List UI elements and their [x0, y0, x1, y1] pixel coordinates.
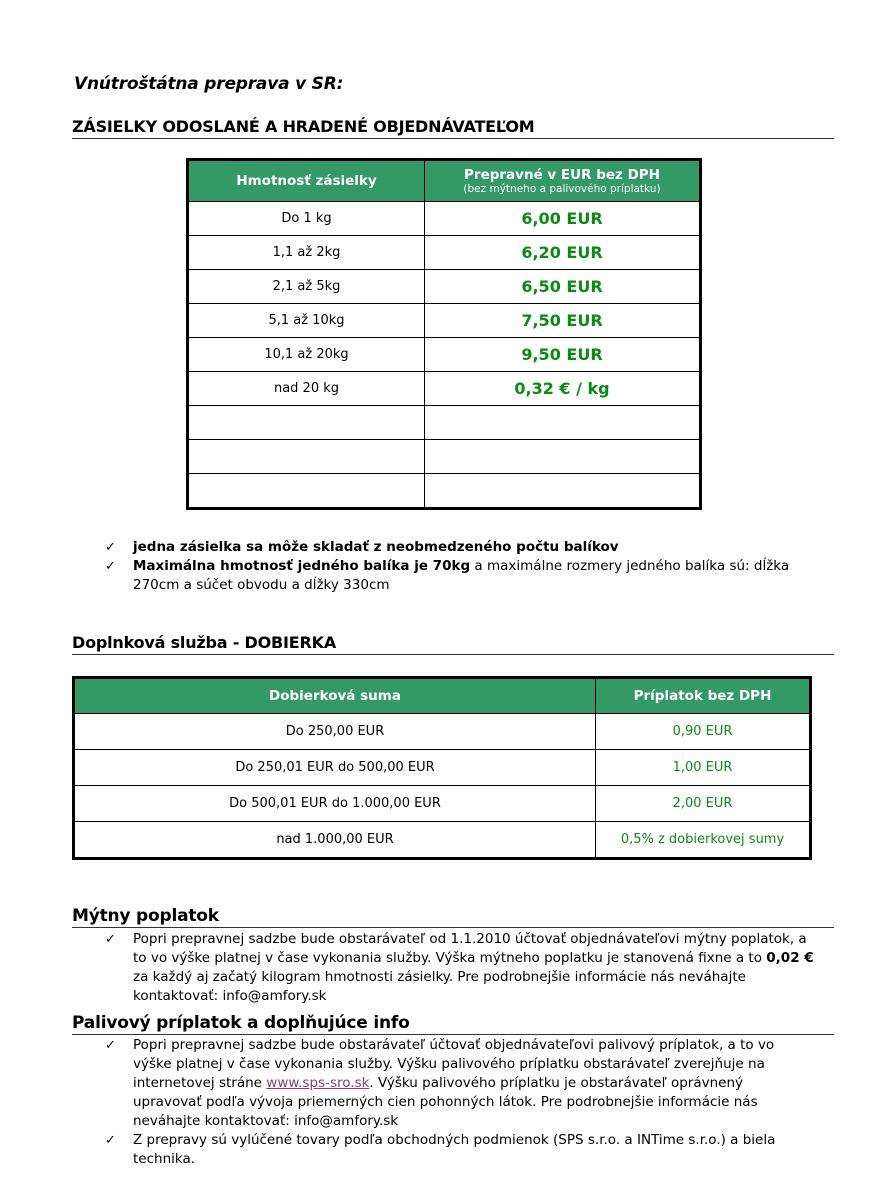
excluded-goods-text: Z prepravy sú vylúčené tovary podľa obchodných podmienok (SPS s.r.o. a INTime s.r.o.) a biela technika. — [133, 1132, 776, 1167]
list-item — [105, 1131, 815, 1169]
check-icon: ✓ — [105, 1133, 116, 1148]
amount-cell: Do 500,01 EUR do 1.000,00 EUR — [74, 786, 596, 822]
amount-cell: Do 250,00 EUR — [74, 714, 596, 750]
table-row-empty — [188, 406, 701, 440]
price-cell: 9,50 EUR — [425, 338, 701, 372]
toll-notes-list — [105, 930, 815, 1006]
amount-cell: nad 1.000,00 EUR — [74, 822, 596, 859]
table-row — [74, 786, 811, 822]
check-icon: ✓ — [105, 1038, 116, 1053]
note-text: a maximálne rozmery jedného balíka sú: dĺžka 270cm a súčet obvodu a dĺžky 330cm — [133, 558, 790, 593]
col-header-price-sublabel: (bez mýtneho a palivového príplatku) — [463, 183, 661, 195]
section-heading-shipments: ZÁSIELKY ODOSLANÉ A HRADENÉ OBJEDNÁVATEĽOM — [72, 117, 834, 139]
table-row — [74, 714, 811, 750]
fuel-text-after: . Výšku palivového príplatku je obstarávateľ oprávnený upravovať podľa vývoja priemerných cien pohonných látok. Pre podrobnejšie informácie nás neváhajte kontaktovať: info@amfory.sk — [133, 1075, 758, 1129]
price-cell — [425, 406, 701, 440]
table-row — [188, 270, 701, 304]
price-cell: 6,20 EUR — [425, 236, 701, 270]
weight-cell: nad 20 kg — [188, 372, 425, 406]
col-header-cod-fee: Príplatok bez DPH — [596, 678, 811, 714]
col-header-price — [425, 160, 701, 202]
weight-cell: 5,1 až 10kg — [188, 304, 425, 338]
col-header-price-label: Prepravné v EUR bez DPH — [464, 167, 660, 183]
cod-fee-table — [72, 676, 812, 860]
page-title: Vnútroštátna preprava v SR: — [74, 74, 344, 94]
price-cell: 6,50 EUR — [425, 270, 701, 304]
fuel-text-before: Popri prepravnej sadzbe bude obstarávateľ účtovať objednávateľovi palivový príplatok, a to vo výške platnej v čase vykonania služby. Výšku palivového príplatku obstarávateľ zverejňuje na internetovej stráne — [133, 1037, 775, 1091]
col-header-weight: Hmotnosť zásielky — [188, 160, 425, 202]
weight-cell — [188, 406, 425, 440]
fuel-notes-list — [105, 1036, 815, 1169]
check-icon: ✓ — [105, 540, 116, 555]
list-item — [105, 930, 815, 1006]
list-item — [105, 538, 825, 557]
table-header-row — [188, 160, 701, 202]
table-row — [188, 202, 701, 236]
fee-cell: 0,5% z dobierkovej sumy — [596, 822, 811, 859]
table-row — [74, 822, 811, 859]
weight-cell: 2,1 až 5kg — [188, 270, 425, 304]
list-item — [105, 557, 825, 595]
price-cell: 7,50 EUR — [425, 304, 701, 338]
price-cell — [425, 440, 701, 474]
weight-cell: 1,1 až 2kg — [188, 236, 425, 270]
check-icon: ✓ — [105, 559, 116, 574]
section-heading-toll: Mýtny poplatok — [72, 906, 834, 928]
table-row — [188, 304, 701, 338]
weight-cell — [188, 440, 425, 474]
toll-rate: 0,02 € — [766, 950, 814, 966]
shipment-notes-list — [105, 538, 825, 595]
note-bold-text: Maximálna hmotnosť jedného balíka je 70kg — [133, 558, 471, 574]
toll-text-after: za každý aj začatý kilogram hmotnosti zásielky. Pre podrobnejšie informácie nás neváhajte kontaktovať: info@amfory.sk — [133, 969, 746, 1004]
amount-cell: Do 250,01 EUR do 500,00 EUR — [74, 750, 596, 786]
check-icon: ✓ — [105, 932, 116, 947]
price-cell — [425, 474, 701, 509]
price-cell: 0,32 € / kg — [425, 372, 701, 406]
table-header-row — [74, 678, 811, 714]
weight-cell — [188, 474, 425, 509]
section-heading-fuel: Palivový príplatok a doplňujúce info — [72, 1013, 834, 1035]
fee-cell: 0,90 EUR — [596, 714, 811, 750]
table-row-empty — [188, 440, 701, 474]
table-row-empty — [188, 474, 701, 509]
sps-website-link[interactable]: www.sps-sro.sk — [266, 1075, 370, 1091]
list-item — [105, 1036, 815, 1131]
price-cell: 6,00 EUR — [425, 202, 701, 236]
weight-cell: 10,1 až 20kg — [188, 338, 425, 372]
section-heading-cod: Doplnková služba - DOBIERKA — [72, 633, 834, 655]
col-header-cod-amount: Dobierková suma — [74, 678, 596, 714]
fee-cell: 2,00 EUR — [596, 786, 811, 822]
table-row — [188, 236, 701, 270]
table-row — [188, 338, 701, 372]
toll-text-before: Popri prepravnej sadzbe bude obstarávateľ od 1.1.2010 účtovať objednávateľovi mýtny poplatok, a to vo výške platnej v čase vykonania služby. Výška mýtneho poplatku je stanovená fixne a to — [133, 931, 807, 966]
table-row — [188, 372, 701, 406]
weight-cell: Do 1 kg — [188, 202, 425, 236]
table-row — [74, 750, 811, 786]
note-bold-text: jedna zásielka sa môže skladať z neobmedzeného počtu balíkov — [133, 539, 619, 555]
fee-cell: 1,00 EUR — [596, 750, 811, 786]
shipping-price-table — [186, 158, 702, 510]
